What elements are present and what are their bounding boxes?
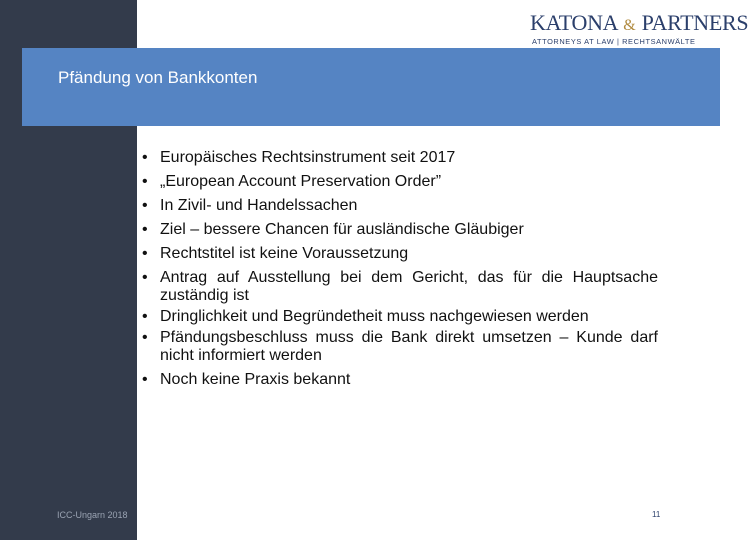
bullet-marker: • [142, 245, 148, 262]
company-logo [530, 10, 748, 46]
bullet-item [142, 170, 658, 194]
footer-text: ICC-Ungarn 2018 [57, 510, 128, 520]
bullet-text: Noch keine Praxis bekannt [160, 371, 351, 388]
bullet-marker: • [142, 221, 148, 238]
bullet-marker: • [142, 197, 148, 214]
bullet-item [142, 194, 658, 218]
bullet-text: Pfändungsbeschluss muss die Bank direkt umsetzen – Kunde darf nicht informiert werden [160, 329, 658, 364]
bullet-text: In Zivil- und Handelssachen [160, 197, 358, 214]
page-number: 11 [652, 510, 661, 519]
logo-wordmark [530, 10, 748, 39]
bullet-marker: • [142, 308, 148, 325]
bullet-marker: • [142, 173, 148, 190]
bullet-text: Europäisches Rechtsinstrument seit 2017 [160, 149, 456, 166]
bullet-item [142, 308, 658, 326]
bullet-marker: • [142, 149, 148, 166]
bullet-item [142, 242, 658, 266]
logo-ampersand: & [623, 17, 636, 34]
bullet-item [142, 368, 658, 392]
bullet-item [142, 218, 658, 242]
bullet-marker: • [142, 371, 148, 388]
bullet-item [142, 329, 658, 365]
logo-name-right: PARTNERS [641, 10, 748, 35]
logo-tagline: ATTORNEYS AT LAW | RECHTSANWÄLTE [532, 37, 696, 46]
slide-title: Pfändung von Bankkonten [58, 68, 258, 87]
bullet-text: Ziel – bessere Chancen für ausländische Gläubiger [160, 221, 524, 238]
bullet-text: Rechtstitel ist keine Voraussetzung [160, 245, 409, 262]
bullet-marker: • [142, 269, 148, 286]
bullet-item [142, 269, 658, 305]
bullet-list [142, 146, 658, 392]
bullet-text: Dringlichkeit und Begründetheit muss nachgewiesen werden [160, 308, 589, 325]
bullet-item [142, 146, 658, 170]
logo-name-left: KATONA [530, 10, 618, 35]
bullet-text: Antrag auf Ausstellung bei dem Gericht, das für die Hauptsache zuständig ist [160, 269, 658, 304]
bullet-marker: • [142, 329, 148, 346]
bullet-text: „European Account Preservation Order” [160, 173, 442, 190]
